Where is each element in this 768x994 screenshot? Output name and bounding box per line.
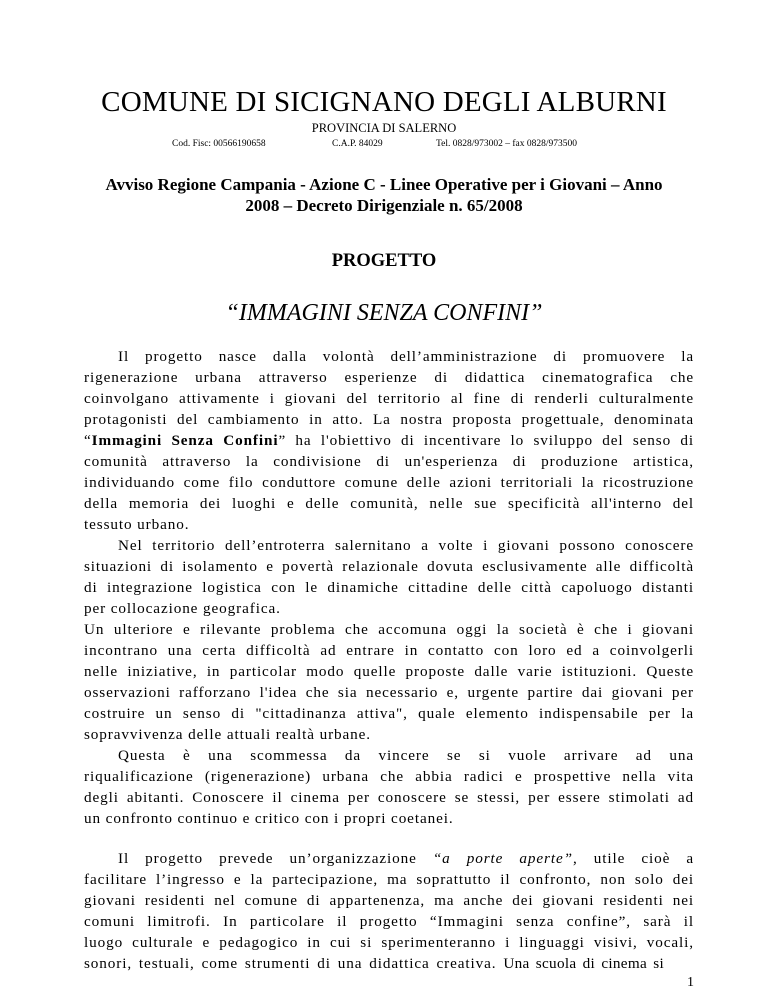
notice-line: Avviso Regione Campania - Azione C - Linee Operative per i Giovani – Anno xyxy=(105,175,663,194)
italic-phrase: “a porte aperte” xyxy=(432,850,573,867)
body-line: un confronto continuo e critico con i propri coetanei. xyxy=(84,810,454,827)
body-line: facilitare l’ingresso e la partecipazione, ma soprattutto il confronto, non solo dei xyxy=(84,871,694,888)
phone-fax: Tel. 0828/973002 – fax 0828/973500 xyxy=(436,139,578,149)
body-line: rigenerazione urbana attraverso esperienze di didattica cinematografica che xyxy=(84,369,694,386)
body-line: individuando come filo conduttore comune delle azioni territoriali la ricostruzione xyxy=(84,474,694,491)
body-line: di integrazione logistica con le dinamiche cittadine delle città capoluogo distanti xyxy=(84,579,694,596)
bold-project-name: Immagini Senza Confini xyxy=(91,432,279,449)
body-line: giovani residenti nel comune di appartenenza, ma anche dei giovani residenti nei xyxy=(84,892,694,909)
body-line: per collocazione geografica. xyxy=(84,600,281,617)
body-line: situazioni di isolamento e povertà relazionale dovuta esclusivamente alle difficoltà xyxy=(84,558,694,575)
body-line: Un ulteriore e rilevante problema che accomuna oggi la società è che i giovani xyxy=(84,621,694,638)
body-line: costruire un senso di "cittadinanza attiva", quale elemento indispensabile per la xyxy=(84,705,694,722)
province-name: PROVINCIA DI SALERNO xyxy=(311,121,457,135)
section-heading: PROGETTO xyxy=(331,251,437,271)
body-line: riqualificazione (rigenerazione) urbana che abbia radici e prospettive nella vita xyxy=(84,768,694,785)
body-line: degli abitanti. Conoscere il cinema per conoscere se stessi, per essere stimolati ad xyxy=(84,789,694,806)
fiscal-code: Cod. Fisc: 00566190658 xyxy=(172,139,266,149)
page-number: 1 xyxy=(687,975,694,990)
notice-heading xyxy=(60,174,708,216)
body-line: della memoria dei luoghi e delle comunità, nelle sue specificità all'interno del xyxy=(84,495,694,512)
body-line: luogo culturale e pedagogico in cui si sperimenteranno i linguaggi visivi, vocali, xyxy=(84,934,694,951)
body-line: sonori, testuali, come strumenti di una didattica creativa. Una scuola di cinema si xyxy=(84,955,664,972)
body-line: protagonisti del cambiamento in atto. La nostra proposta progettuale, denominata xyxy=(84,411,694,428)
body-line: comuni limitrofi. In particolare il progetto “Immagini senza confine”, sarà il xyxy=(84,913,694,930)
body-line: Nel territorio dell’entroterra salernitano a volte i giovani possono conoscere xyxy=(118,537,694,554)
body-line: Il progetto prevede un’organizzazione “a porte aperte”, utile cioè a xyxy=(118,850,694,867)
body-line: Il progetto nasce dalla volontà dell’amministrazione di promuovere la xyxy=(118,348,694,365)
project-title: “IMMAGINI SENZA CONFINI” xyxy=(225,300,543,326)
body-line: incontrano una certa difficoltà ad entrare in contatto con loro ed a coinvolgerli xyxy=(84,642,694,659)
body-line: Questa è una scommessa da vincere se si vuole arrivare ad una xyxy=(118,747,694,764)
body-line: tessuto urbano. xyxy=(84,516,190,533)
body-line: nelle iniziative, in particolar modo quelle proposte dalle varie istituzioni. Queste xyxy=(84,663,694,680)
body-line: osservazioni rafforzano l'idea che sia necessario e, urgente partire dai giovani per xyxy=(84,684,694,701)
body-line: comunità attraverso la condivisione di un'esperienza di produzione artistica, xyxy=(84,453,694,470)
postal-code: C.A.P. 84029 xyxy=(332,139,383,149)
notice-line: 2008 – Decreto Dirigenziale n. 65/2008 xyxy=(245,196,523,215)
body-line: sopravvivenza delle attuali realtà urbane. xyxy=(84,726,372,743)
body-line: “Immagini Senza Confini” ha l'obiettivo di incentivare lo sviluppo del senso di xyxy=(84,432,694,449)
municipality-name: COMUNE DI SICIGNANO DEGLI ALBURNI xyxy=(101,86,667,118)
body-line: coinvolgano attivamente i giovani del territorio al fine di renderli culturalmente xyxy=(84,390,694,407)
